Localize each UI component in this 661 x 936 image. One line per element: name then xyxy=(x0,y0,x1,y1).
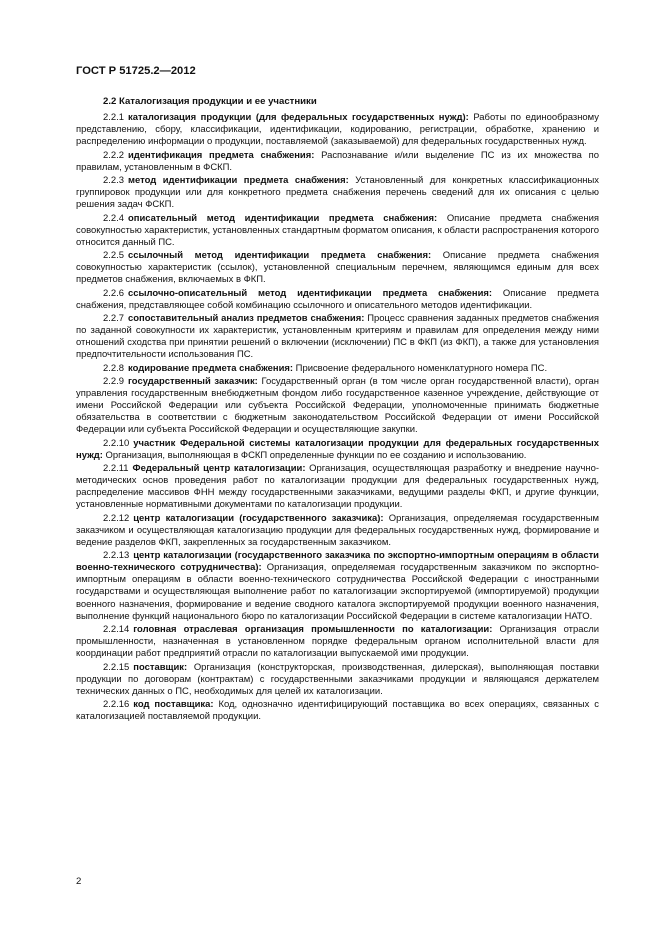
entry-term: кодирование предмета снабжения: xyxy=(128,362,294,374)
entry-term: головная отраслевая организация промышленности по каталогизации: xyxy=(133,624,493,635)
definition-entry xyxy=(76,463,599,511)
definition-entry xyxy=(76,662,599,698)
entry-definition: Описание предмета снабжения совокупностью характеристик (ссылок), установленной специальным перечнем, являющимся единым для всех предметов снабжения, включаемых в ФКП. xyxy=(76,250,599,286)
entry-definition: Работы по единообразному представлению, сбору, классификации, идентификации, кодированию, регистрации, обработке, хранению и распределению информации о продукции, поставляемой (заказываемой) для федеральных государственных нужд. xyxy=(76,112,599,148)
entry-term: идентификация предмета снабжения: xyxy=(128,149,315,161)
entry-number: 2.2.13 xyxy=(103,550,130,562)
entry-definition: Организация (конструкторская, производственная, дилерская), выполняющая поставки продукции по договорам (контрактам) с государственными заказчиками продукции и являющаяся держателем технических данных о ПС, необходимых для целей их каталогизации. xyxy=(76,661,599,697)
entry-number: 2.2.2 xyxy=(103,149,124,161)
definition-entry xyxy=(76,513,599,549)
definition-entry xyxy=(76,699,599,723)
entry-term: ссылочный метод идентификации предмета снабжения: xyxy=(128,250,432,262)
entry-number: 2.2.15 xyxy=(103,661,130,673)
entry-definition: Присвоение федерального номенклатурного номера ПС. xyxy=(295,362,548,374)
definition-entry xyxy=(76,363,599,375)
entry-definition: Установленный для конкретных классификационных группировок продукции или для конкретного предмета снабжения перечень сведений для их описания с целью решения задач ФСКП. xyxy=(76,175,599,211)
entry-term: поставщик: xyxy=(133,661,188,673)
entry-definition: Организация, определяемая государственным заказчиком и осуществляющая каталогизацию продукции для федеральных государственных нужд, формирование и ведение разделов ФКП, закрепленных за государственным заказчиком. xyxy=(76,512,599,548)
entry-number: 2.2.5 xyxy=(103,250,124,262)
entry-number: 2.2.9 xyxy=(103,376,124,388)
section-heading: 2.2 Каталогизация продукции и ее участники xyxy=(103,96,317,107)
entry-number: 2.2.11 xyxy=(103,463,129,475)
definition-entry xyxy=(76,150,599,174)
entry-definition: Код, однозначно идентифицирующий поставщика во всех операциях, связанных с каталогизацией поставляемой продукции. xyxy=(76,699,600,723)
entry-term: государственный заказчик: xyxy=(128,376,258,388)
entry-term: сопоставительный анализ предметов снабжения: xyxy=(128,313,365,325)
definition-entry xyxy=(76,250,599,286)
entry-definition: Организация, осуществляющая разработку и внедрение научно-методических основ проведения работ по каталогизации продукции для федеральных государственных нужд, распределение массивов ФНН между государственными заказчиками, ведущими разделы ФКП, и другие функции, установленные нормативными документами по каталогизации продукции. xyxy=(76,463,599,511)
entry-number: 2.2.4 xyxy=(103,212,124,224)
definition-entry xyxy=(76,376,599,436)
entry-number: 2.2.3 xyxy=(103,175,124,187)
standard-header: ГОСТ Р 51725.2—2012 xyxy=(76,65,196,77)
entry-term: центр каталогизации (государственного заказчика): xyxy=(133,512,384,524)
entry-term: ссылочно-описательный метод идентификации предмета снабжения: xyxy=(128,287,493,299)
entry-number: 2.2.8 xyxy=(103,362,124,374)
entry-term: метод идентификации предмета снабжения: xyxy=(128,175,349,187)
definition-entry xyxy=(76,288,599,312)
entry-term: Федеральный центр каталогизации: xyxy=(132,463,306,475)
entry-definition: Описание предмета снабжения, представляющее собой комбинацию ссылочного и описательного методов идентификации. xyxy=(76,287,599,311)
entry-number: 2.2.10 xyxy=(103,437,130,449)
definition-entry xyxy=(76,438,599,462)
entry-definition: Описание предмета снабжения совокупностью характеристик, установленных стандартным форматом описания, к области распространения которого относится данный ПС. xyxy=(76,212,600,248)
entry-definition: Организация, выполняющая в ФСКП определенные функции по ее созданию и использованию. xyxy=(105,449,527,461)
definition-entry xyxy=(76,313,599,361)
entry-term: каталогизация продукции (для федеральных государственных нужд): xyxy=(128,112,469,123)
definitions-list xyxy=(76,112,599,723)
entry-number: 2.2.14 xyxy=(103,624,130,635)
entry-definition: Организация, определяемая государственным заказчиком по экспортно-импортным операциям в области военно-технического сотрудничества Российской Федерации с иностранными государствами и осуществляющая выполнение работ по каталогизации экспортируемой (импортируемой) продукции военного назначения, формирование и ведение сводного каталога экспортируемой продукции военного назначения, выполнение функций национального бюро по каталогизации Российской Федерации в системе каталогизации НАТО. xyxy=(76,562,599,622)
entry-definition: Организация отрасли промышленности, назначенная в установленном порядке федеральным органом исполнительной власти для координации работ предприятий отрасли по каталогизации выпускаемой ими продукции. xyxy=(76,624,600,660)
entry-definition: Государственный орган (в том числе орган государственной власти), орган управления государственным внебюджетным фондом либо государственное казенное учреждение, действующие от имени Российской Федерации или субъекта Российской Федерации, уполномоченные принимать бюджетные обязательства в соответствии с бюджетным законодательством Российской Федерации от имени Российской Федерации или субъекта Российской Федерации и осуществляющие закупки. xyxy=(76,376,599,436)
entry-number: 2.2.6 xyxy=(103,287,124,299)
definition-entry xyxy=(76,213,599,249)
page-number: 2 xyxy=(76,876,82,887)
entry-number: 2.2.7 xyxy=(103,313,124,325)
entry-term: участник Федеральной системы каталогизации продукции для федеральных государственных нужд: xyxy=(76,437,599,461)
entry-number: 2.2.16 xyxy=(103,699,130,711)
entry-definition: Процесс сравнения заданных предметов снабжения по заданной совокупности их характеристик, установленным критериям и правилам для определения между ними отношений сходства при принятии решений о включении (исключении) ПС в ФКП (из ФКП), а также для установления предпочтительности использования ПС. xyxy=(76,313,599,361)
definition-entry xyxy=(76,175,599,211)
entry-term: описательный метод идентификации предмета снабжения: xyxy=(128,212,438,224)
definition-entry xyxy=(76,624,599,660)
entry-number: 2.2.12 xyxy=(103,512,130,524)
entry-number: 2.2.1 xyxy=(103,112,124,123)
entry-definition: Распознавание и/или выделение ПС из их множества по правилам, установленным в ФСКП. xyxy=(76,149,599,173)
definition-entry xyxy=(76,112,599,148)
definition-entry xyxy=(76,550,599,622)
entry-term: центр каталогизации (государственного заказчика по экспортно-импортным операциям в области военно-технического сотрудничества): xyxy=(76,550,599,574)
entry-term: код поставщика: xyxy=(133,699,214,711)
